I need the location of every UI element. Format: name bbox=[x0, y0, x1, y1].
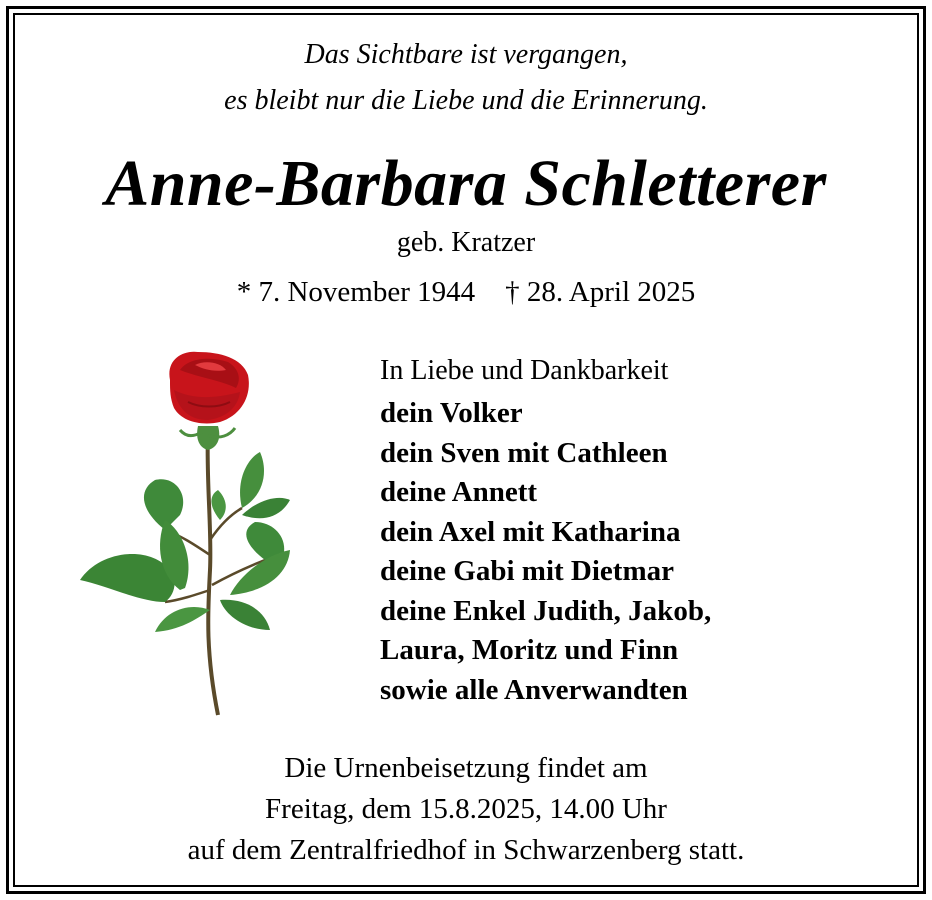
burial-line-3: auf dem Zentralfriedhof in Schwarzenberg statt. bbox=[187, 834, 745, 866]
birth-date: * 7. November 1944 bbox=[236, 276, 476, 308]
red-rose-image bbox=[70, 340, 310, 730]
burial-line-1: Die Urnenbeisetzung findet am bbox=[284, 752, 648, 784]
mourners-list bbox=[380, 352, 900, 710]
maiden-name: geb. Kratzer bbox=[396, 227, 536, 258]
mourner-line: deine Enkel Judith, Jakob, bbox=[380, 594, 712, 627]
burial-notice bbox=[0, 748, 932, 871]
mourner-line: deine Gabi mit Dietmar bbox=[380, 555, 674, 587]
mourners-intro: In Liebe und Dankbarkeit bbox=[380, 355, 669, 386]
quote-line-1: Das Sichtbare ist vergangen, bbox=[304, 39, 628, 70]
death-date: † 28. April 2025 bbox=[505, 276, 696, 308]
memorial-quote bbox=[0, 32, 932, 124]
mourner-line: sowie alle Anverwandten bbox=[380, 673, 688, 706]
deceased-name: Anne-Barbara Schletterer bbox=[105, 147, 827, 220]
mourner-line: deine Annett bbox=[380, 476, 538, 508]
mourner-line: Laura, Moritz und Finn bbox=[380, 634, 679, 666]
mourner-line: dein Sven mit Cathleen bbox=[380, 436, 668, 469]
mourner-line: dein Axel mit Katharina bbox=[380, 515, 681, 548]
mourner-line: dein Volker bbox=[380, 397, 523, 429]
burial-line-2: Freitag, dem 15.8.2025, 14.00 Uhr bbox=[265, 793, 667, 825]
life-dates bbox=[0, 272, 932, 312]
quote-line-2: es bleibt nur die Liebe und die Erinnerung. bbox=[224, 85, 708, 116]
